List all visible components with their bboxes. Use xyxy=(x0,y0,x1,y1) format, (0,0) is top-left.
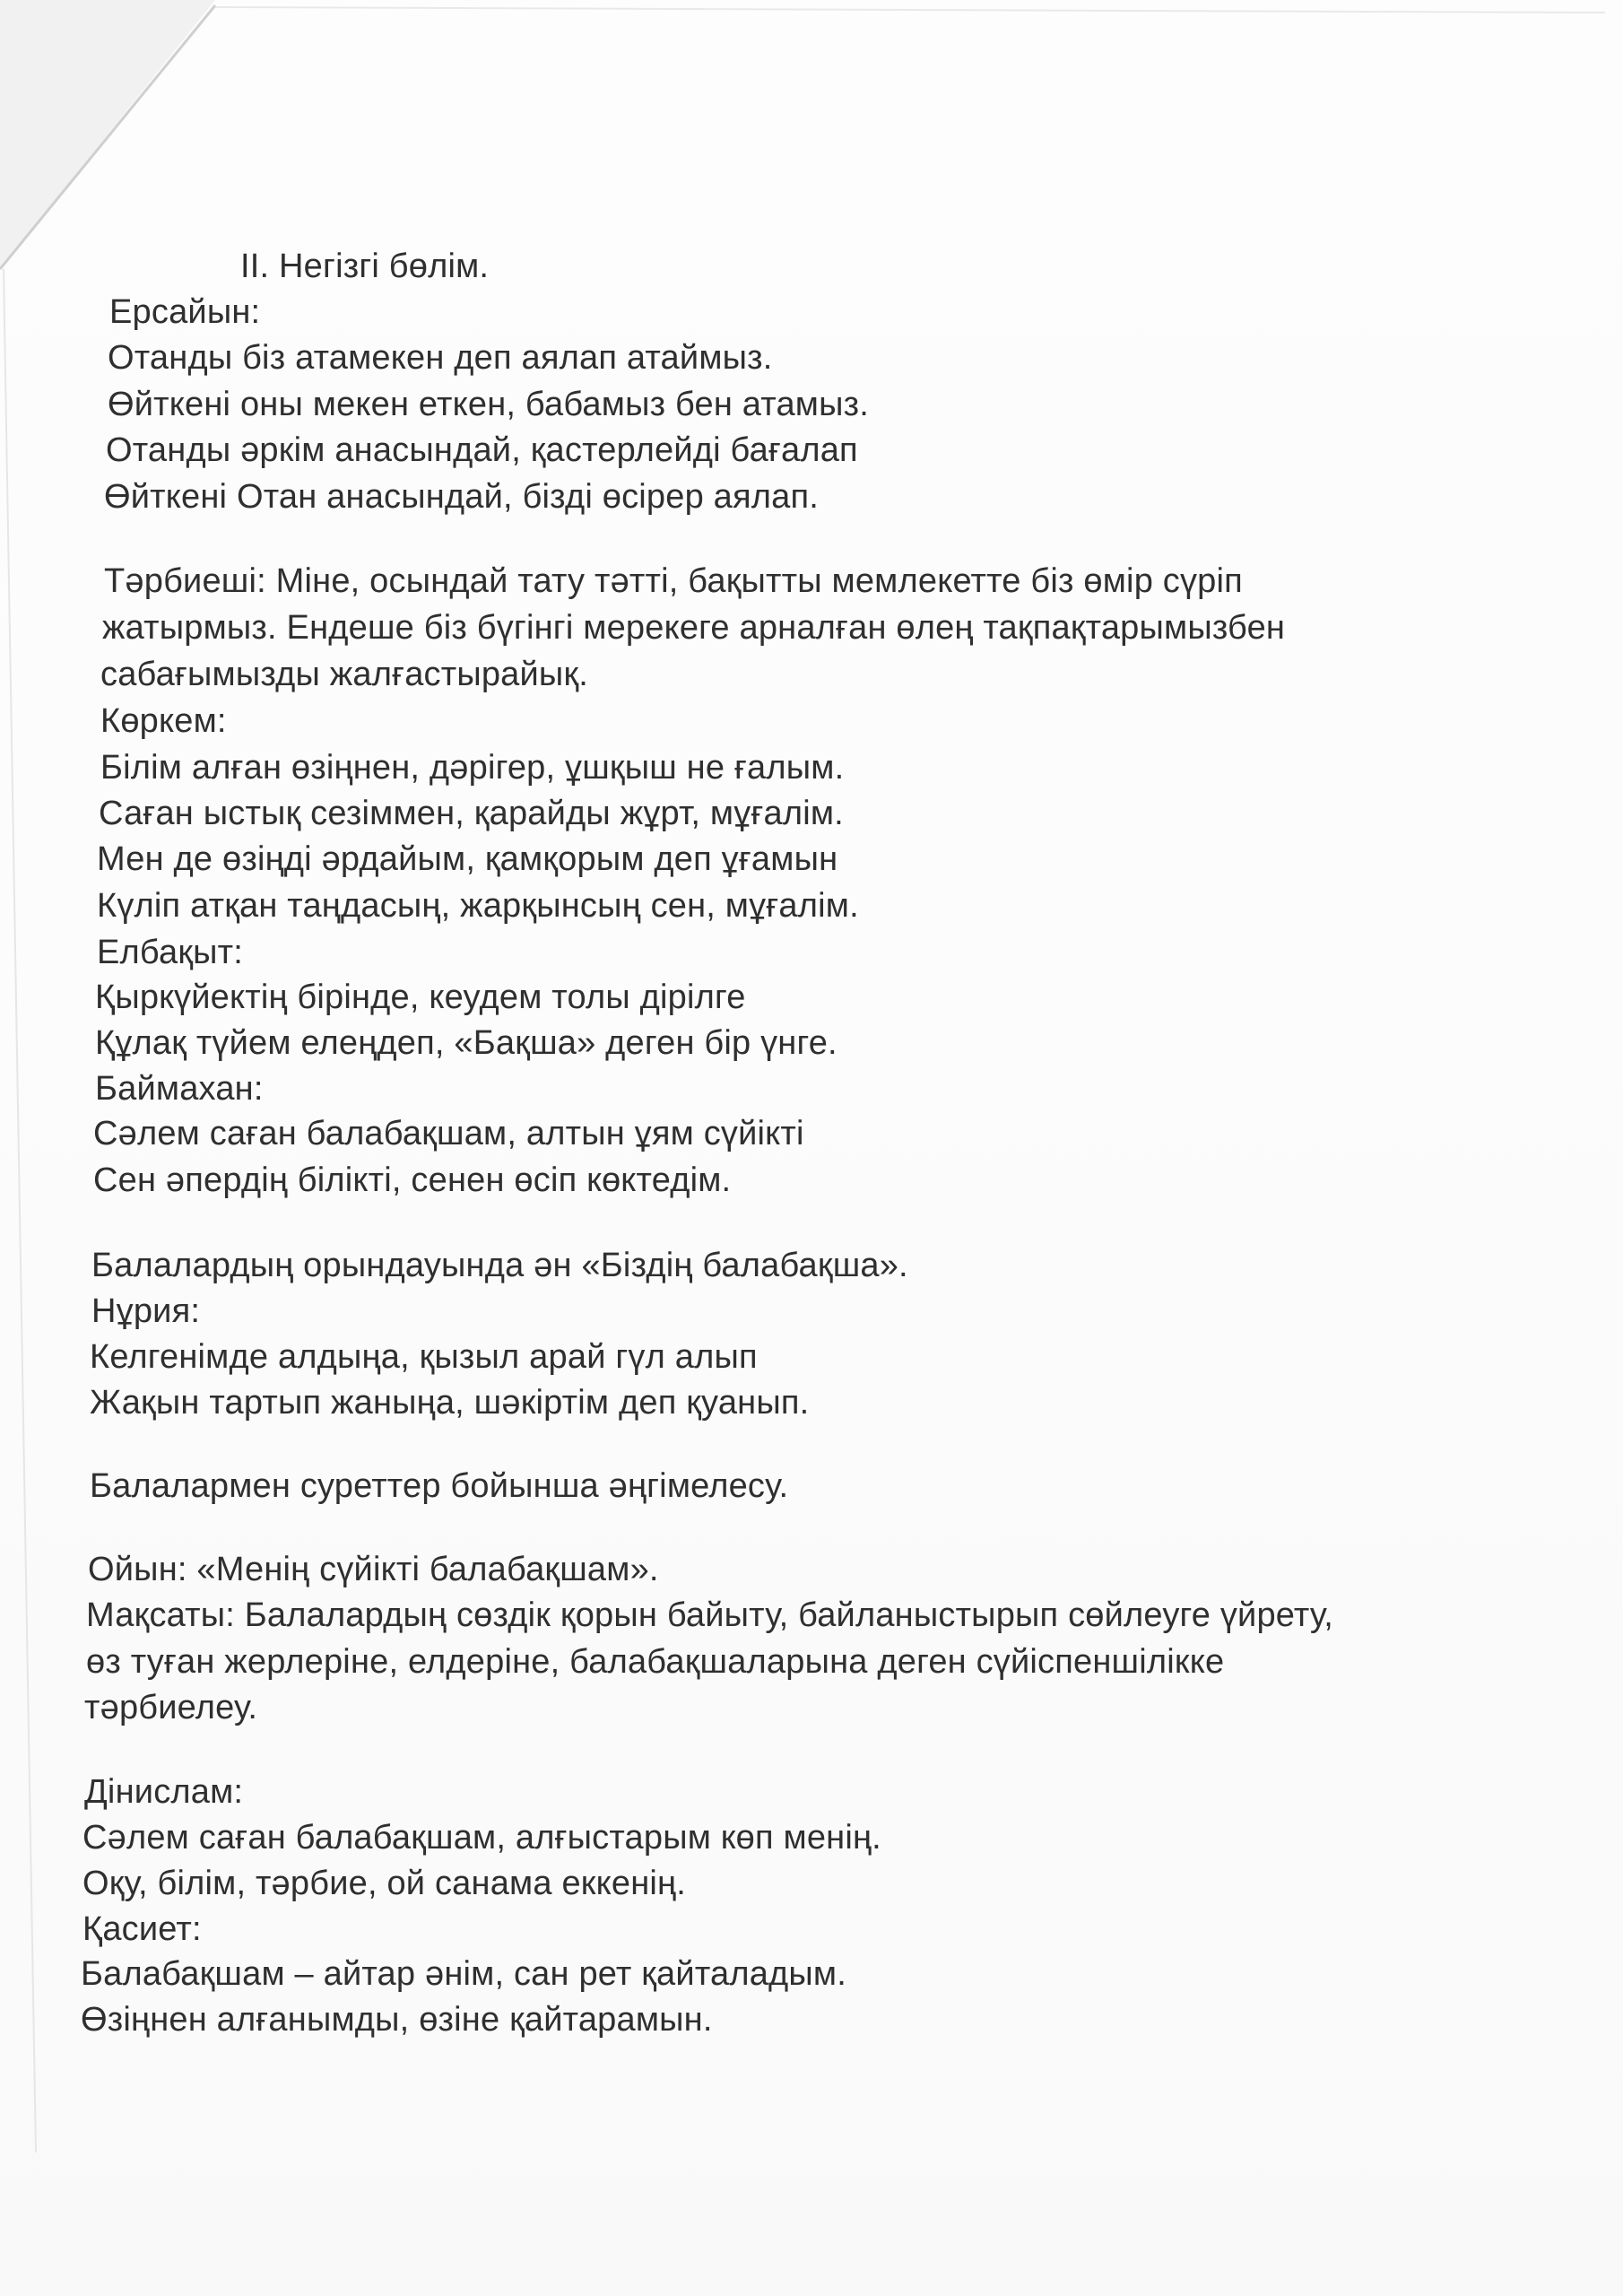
poem-line: Өйткені Отан анасындай, бізді өсірер аялап. xyxy=(104,478,820,516)
poem-line: Оқу, білім, тәрбие, ой санама еккенің. xyxy=(82,1865,686,1902)
speaker-label: Дінислам: xyxy=(84,1773,244,1811)
poem-line: Отанды біз атамекен деп аялап атаймыз. xyxy=(108,339,773,377)
poem-line: Келгенімде алдыңа, қызыл арай гүл алып xyxy=(90,1338,758,1376)
game-title: Ойын: «Менің сүйікті балабақшам». xyxy=(88,1551,659,1588)
poem-line: Құлақ түйем елеңдеп, «Бақша» деген бір үнге. xyxy=(95,1024,838,1062)
narration-line: Тәрбиеші: Міне, осындай тату тәтті, бақытты мемлекетте біз өмір сүріп xyxy=(104,562,1243,600)
speaker-label: Ерсайын: xyxy=(109,293,261,331)
poem-line: Өйткені оны мекен еткен, бабамыз бен атамыз. xyxy=(108,386,870,423)
narration-line: өз туған жерлеріне, елдеріне, балабақшаларына деген сүйіспеншілікке xyxy=(86,1643,1225,1681)
speaker-label: Қасиет: xyxy=(82,1910,202,1948)
poem-line: Отанды әркім анасындай, қастерлейді бағалап xyxy=(106,431,858,469)
narration-line: тәрбиелеу. xyxy=(84,1689,258,1726)
narration-line: сабағымызды жалғастырайық. xyxy=(100,656,589,693)
poem-line: Сәлем саған балабақшам, алтын ұям сүйікті xyxy=(93,1115,804,1152)
narration-line: жатырмыз. Ендеше біз бүгінгі мерекеге арналған өлең тақпақтарымызбен xyxy=(102,609,1286,647)
speaker-label: Көркем: xyxy=(100,702,227,740)
poem-line: Сәлем саған балабақшам, алғыстарым көп менің. xyxy=(82,1819,881,1857)
poem-line: Мен де өзіңді әрдайым, қамқорым деп ұғамын xyxy=(97,840,838,878)
speaker-label: Елбақыт: xyxy=(97,934,244,971)
section-heading: ІІ. Негізгі бөлім. xyxy=(240,248,490,285)
narration-line: Балалардың орындауында ән «Біздің балабақша». xyxy=(91,1247,908,1284)
speaker-label: Баймахан: xyxy=(95,1070,264,1108)
poem-line: Жақын тартып жаныңа, шәкіртім деп қуанып. xyxy=(90,1384,810,1422)
speaker-label: Нұрия: xyxy=(91,1292,201,1330)
narration-line: Балалармен суреттер бойынша әңгімелесу. xyxy=(90,1467,789,1505)
poem-line: Сен әпердің білікті, сенен өсіп көктедім. xyxy=(93,1161,732,1199)
poem-line: Білім алған өзіңнен, дәрігер, ұшқыш не ғалым. xyxy=(100,749,845,787)
poem-line: Саған ыстық сезіммен, қарайды жұрт, мұғалім. xyxy=(99,795,844,832)
poem-line: Қыркүйектің бірінде, кеудем толы дірілге xyxy=(95,978,746,1016)
poem-line: Балабақшам – айтар әнім, сан рет қайталадым. xyxy=(81,1955,847,1993)
poem-line: Өзіңнен алғанымды, өзіне қайтарамын. xyxy=(81,2001,713,2039)
poem-line: Күліп атқан таңдасың, жарқынсың сен, мұғалім. xyxy=(97,887,859,925)
narration-line: Мақсаты: Балалардың сөздік қорын байыту, байланыстырып сөйлеуге үйрету, xyxy=(86,1596,1334,1634)
